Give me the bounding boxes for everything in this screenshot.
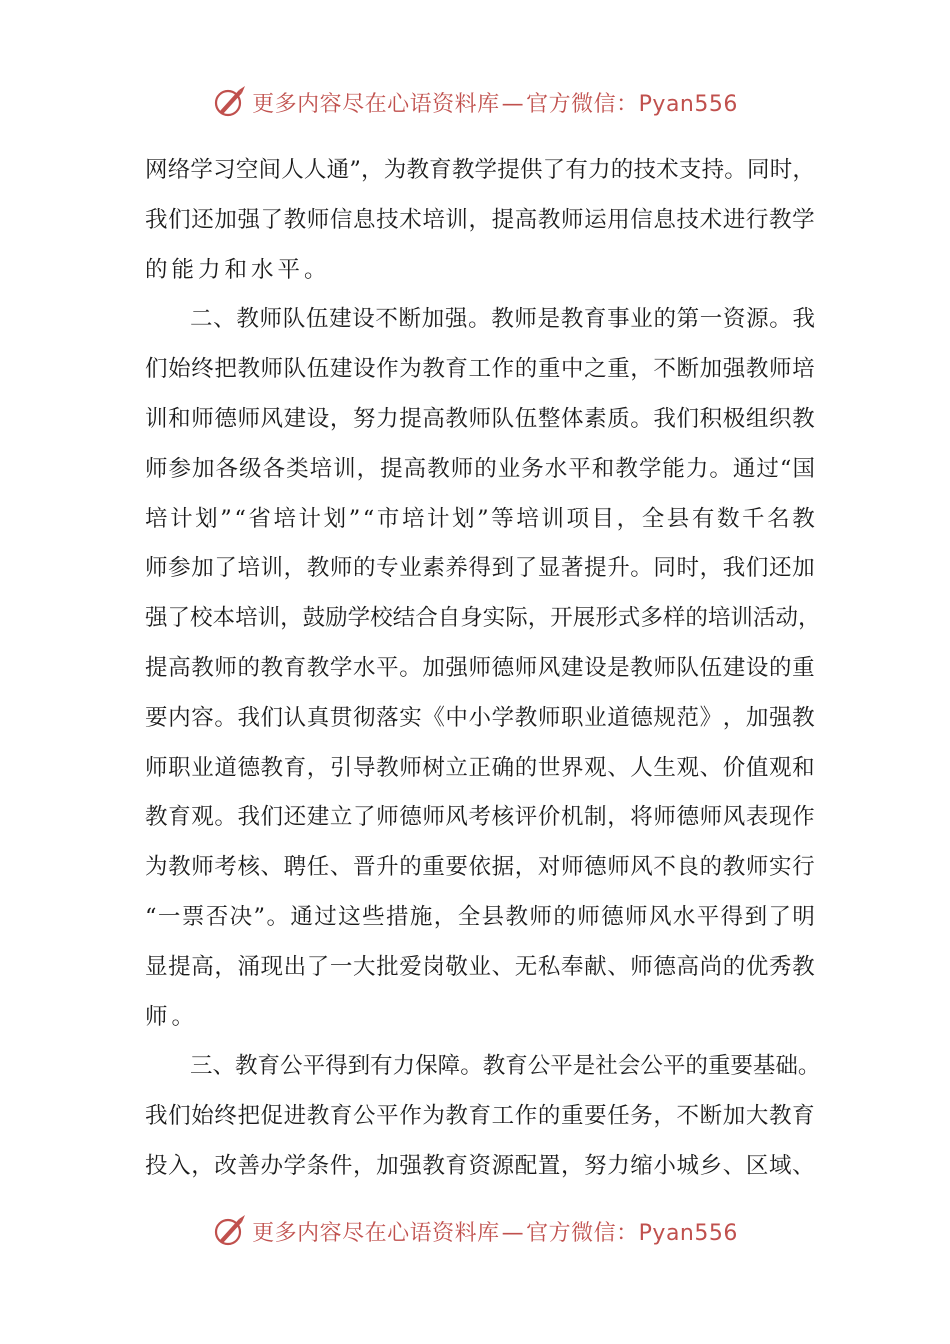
text-line: 师。 [145, 1003, 199, 1030]
text-line: 的能力和水平。 [145, 256, 331, 283]
pen-circle-icon [212, 84, 248, 120]
text-line: 我 们 还 加 强 了 教 师 信 息 技 术 培 训 ， 提 高 教 师 运 用 信 息 技 术 进 行 教 学 [145, 206, 815, 233]
text-line: 提 高 教 师 的 教 育 教 学 水 平 。 加 强 师 德 师 风 建 设 是 教 师 队 伍 建 设 的 重 [145, 654, 815, 681]
document-body [145, 146, 821, 1192]
watermark-footer [0, 1211, 950, 1251]
text-line: 三 、 教 育 公 平 得 到 有 力 保 障 。 教 育 公 平 是 社 会 公 平 的 重 要 基 础 。 [190, 1053, 821, 1080]
text-line: 强 了 校 本 培 训 ， 鼓 励 学 校 结 合 自 身 实 际 ， 开 展 形 式 多 样 的 培 训 活 动 ， [145, 605, 821, 632]
text-line: 师 职 业 道 德 教 育 ， 引 导 教 师 树 立 正 确 的 世 界 观 、 人 生 观 、 价 值 观 和 [145, 754, 815, 781]
text-line: 为 教 师 考 核 、 聘 任 、 晋 升 的 重 要 依 据 ， 对 师 德 师 风 不 良 的 教 师 实 行 [145, 854, 815, 881]
text-line: 显 提 高 ， 涌 现 出 了 一 大 批 爱 岗 敬 业 、 无 私 奉 献 、 师 德 高 尚 的 优 秀 教 [145, 953, 815, 980]
text-line: 培 计 划 ” “ 省 培 计 划 ” “ 市 培 计 划 ” 等 培 训 项 目 ， 全 县 有 数 千 名 教 [145, 505, 815, 532]
text-line: 师 参 加 了 培 训 ， 教 师 的 专 业 素 养 得 到 了 显 著 提 升 。 同 时 ， 我 们 还 加 [145, 555, 815, 582]
pen-circle-icon [212, 1213, 248, 1249]
text-line: “ 一 票 否 决 ” 。 通 过 这 些 措 施 ， 全 县 教 师 的 师 德 师 风 水 平 得 到 了 明 [145, 903, 815, 930]
watermark-header [0, 82, 950, 122]
text-line: 要 内 容 。 我 们 认 真 贯 彻 落 实 《 中 小 学 教 师 职 业 道 德 规 范 》 ， 加 强 教 [145, 704, 815, 731]
text-line: 我 们 始 终 把 促 进 教 育 公 平 作 为 教 育 工 作 的 重 要 任 务 ， 不 断 加 大 教 育 [145, 1103, 815, 1130]
watermark-text: 更多内容尽在心语资料库—官方微信：Pyan556 [252, 91, 738, 117]
text-line: 网 络 学 习 空 间 人 人 通 ” ， 为 教 育 教 学 提 供 了 有 力 的 技 术 支 持 。 同 时 ， [145, 157, 815, 183]
text-line: 师 参 加 各 级 各 类 培 训 ， 提 高 教 师 的 业 务 水 平 和 教 学 能 力 。 通 过 “ 国 [145, 455, 815, 482]
text-line: 教 育 观 。 我 们 还 建 立 了 师 德 师 风 考 核 评 价 机 制 ， 将 师 德 师 风 表 现 作 [145, 804, 815, 831]
text-line: 们 始 终 把 教 师 队 伍 建 设 作 为 教 育 工 作 的 重 中 之 重 ， 不 断 加 强 教 师 培 [145, 356, 815, 383]
text-line: 投 入 ， 改 善 办 学 条 件 ， 加 强 教 育 资 源 配 置 ， 努 力 缩 小 城 乡 、 区 域 、 [145, 1152, 815, 1179]
text-line: 训 和 师 德 师 风 建 设 ， 努 力 提 高 教 师 队 伍 整 体 素 质 。 我 们 积 极 组 织 教 [145, 405, 815, 432]
watermark-text: 更多内容尽在心语资料库—官方微信：Pyan556 [252, 1220, 738, 1246]
text-line: 二 、 教 师 队 伍 建 设 不 断 加 强 。 教 师 是 教 育 事 业 的 第 一 资 源 。 我 [190, 306, 815, 333]
